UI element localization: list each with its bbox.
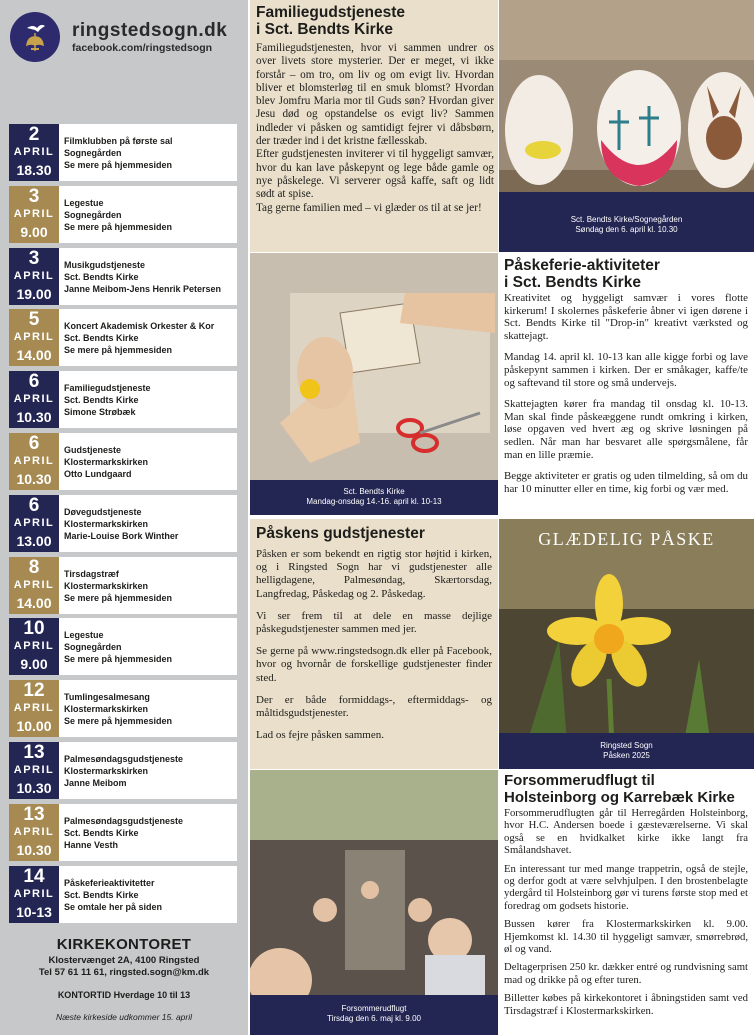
summer-trip-p4: Deltagerprisen 250 kr. dækker entré og rundvisning samt mad og drikke på og efter turen. <box>504 961 748 986</box>
event-info <box>64 320 234 356</box>
event-time: 10-13 <box>16 904 52 920</box>
easter-services-title: Påskens gudstjenester <box>256 525 425 542</box>
daffodil-photo-caption <box>499 733 754 769</box>
summer-trip-p1: Forsommerudflugten går til Herregården Holsteinborg, hvor H.C. Andersen boede i gæsteværelserne. Vi skal også se en hvidkalket kirke ikke langt fra Smålandshavet. <box>504 807 748 857</box>
event-item[interactable] <box>9 371 237 428</box>
bus-caption-line-2: Tirsdag den 6. maj kl. 9.00 <box>327 1014 421 1023</box>
event-info <box>64 135 234 171</box>
event-item[interactable] <box>9 866 237 923</box>
daffodil-photo <box>499 519 754 769</box>
summer-trip-p5: Billetter købes på kirkekontoret i åbningstiden samt ved Tirsdagstræf i Klostermarkskirken. <box>504 992 748 1017</box>
event-day: 5 <box>28 309 40 330</box>
event-item[interactable] <box>9 248 237 305</box>
easter-services-article <box>250 519 498 769</box>
happy-easter-banner: GLÆDELIG PÅSKE <box>538 529 715 549</box>
event-item[interactable] <box>9 186 237 243</box>
event-info <box>64 197 234 233</box>
event-details: Se mere på hjemmesiden <box>64 654 173 664</box>
craft-photo <box>250 253 498 515</box>
event-month: APRIL <box>13 270 55 282</box>
event-details: Se mere på hjemmesiden <box>64 345 173 355</box>
event-date-badge <box>9 371 59 428</box>
daffodil-caption-line-2: Påsken 2025 <box>603 751 650 760</box>
event-day: 8 <box>28 557 40 578</box>
event-title: Tirsdagstræf <box>64 569 119 579</box>
event-date-badge <box>9 804 59 861</box>
event-title: Palmesøndagsgudstjeneste <box>64 816 184 826</box>
easter-services-p3: Se gerne på www.ringstedsogn.dk eller på Facebook, hvor og hvornår de forskellige gudstjenester finder sted. <box>256 645 492 684</box>
event-month: APRIL <box>13 640 55 652</box>
event-details: Se omtale her på siden <box>64 902 163 912</box>
holiday-activities-p2: Mandag 14. april kl. 10-13 kan alle kigge forbi og lave påskepynt sammen i kirken. Der er småkager, kaffe/te og saftevand til store og små undervejs. <box>504 351 748 389</box>
event-time: 9.00 <box>20 224 48 240</box>
event-location: Sognegården <box>64 210 122 220</box>
event-month: APRIL <box>13 579 55 591</box>
event-day: 10 <box>23 618 45 639</box>
church-office <box>0 936 248 1022</box>
family-service-p1: Familiegudstjenesten, hvor vi sammen undrer os over livets store mysterier. Der er meget, vi ikke forstår – om tro, om liv og om evigt liv. Hvordan bliver et blomsterløg til en smuk blomst? Hvordan blev Jomfru Maria mor til Guds søn? Hvordan giver Jesu død og opstandelse os evigt liv? Sammen indleder vi påsken og samtidigt fejrer vi dåbsbørn, der træder ind i det kristne fællesskab. <box>256 42 494 148</box>
event-details: Se mere på hjemmesiden <box>64 222 173 232</box>
event-title: Koncert Akademisk Orkester & Kor <box>64 321 215 331</box>
event-location: Klostermarkskirken <box>64 581 149 591</box>
office-address: Klostervænget 2A, 4100 Ringsted <box>48 955 200 966</box>
event-date-badge <box>9 124 59 181</box>
event-item[interactable] <box>9 124 237 181</box>
event-time: 19.00 <box>16 286 52 302</box>
event-info <box>64 753 234 789</box>
event-month: APRIL <box>13 826 55 838</box>
event-info <box>64 691 234 727</box>
eggs-caption-line-1: Sct. Bendts Kirke/Sognegården <box>570 215 683 224</box>
event-title: Tumlingesalmesang <box>64 692 150 702</box>
daffodil-illustration <box>499 519 754 769</box>
office-hours: KONTORTID Hverdage 10 til 13 <box>57 990 191 1000</box>
family-service-title-1: Familiegudstjeneste <box>256 4 406 21</box>
event-details: Janne Meibom <box>64 778 127 788</box>
event-day: 6 <box>28 371 40 392</box>
event-location: Sct. Bendts Kirke <box>64 890 139 900</box>
event-info <box>64 506 234 542</box>
event-date-badge <box>9 680 59 737</box>
event-time: 14.00 <box>16 595 52 611</box>
summer-trip-title-2: Holsteinborg og Karrebæk Kirke <box>504 789 735 806</box>
craft-table-illustration <box>250 253 498 515</box>
event-month: APRIL <box>13 517 55 529</box>
event-month: APRIL <box>13 208 55 220</box>
holiday-activities-title-1: Påskeferie-aktiviteter <box>504 257 660 274</box>
easter-services-p2: Vi ser frem til at dele en masse dejlige påskegudstjenester sammen med jer. <box>256 609 492 636</box>
event-date-badge <box>9 618 59 675</box>
event-title: Familiegudstjeneste <box>64 383 151 393</box>
event-time: 18.30 <box>16 162 52 178</box>
event-month: APRIL <box>13 331 55 343</box>
event-location: Sct. Bendts Kirke <box>64 828 139 838</box>
event-details: Se mere på hjemmesiden <box>64 593 173 603</box>
event-item[interactable] <box>9 804 237 861</box>
next-issue-note: Næste kirkeside udkommer 15. april <box>55 1012 193 1022</box>
easter-services-p4: Der er både formiddags-, eftermiddags- og måltidsgudstjenester. <box>256 693 492 720</box>
office-contact[interactable]: Tel 57 61 11 61, ringsted.sogn@km.dk <box>38 967 210 978</box>
event-date-badge <box>9 309 59 366</box>
event-details: Otto Lundgaard <box>64 469 132 479</box>
event-details: Se mere på hjemmesiden <box>64 716 173 726</box>
craft-photo-caption <box>250 480 498 515</box>
easter-services-p5: Lad os fejre påsken sammen. <box>256 729 384 742</box>
event-month: APRIL <box>13 702 55 714</box>
event-item[interactable] <box>9 557 237 614</box>
event-info <box>64 259 234 295</box>
event-day: 6 <box>28 433 40 454</box>
event-location: Klostermarkskirken <box>64 704 149 714</box>
event-date-badge <box>9 742 59 799</box>
masthead <box>0 0 248 70</box>
family-service-article <box>250 0 498 252</box>
summer-trip-p3: Bussen kører fra Klostermarkskirken kl. 9.00. Hjemkomst kl. 14.30 til hyggeligt samvær, smørrebrød, øl og vand. <box>504 918 748 956</box>
craft-caption-line-2: Mandag-onsdag 14.-16. april kl. 10-13 <box>306 497 442 506</box>
eggs-photo-caption <box>499 192 754 252</box>
event-day: 3 <box>28 186 40 207</box>
event-location: Sct. Bendts Kirke <box>64 272 139 282</box>
parish-logo <box>10 12 60 62</box>
event-item[interactable] <box>9 742 237 799</box>
easter-services-p1: Påsken er som bekendt en rigtig stor højtid i kirken, og i Ringsted Sogn har vi gudstjenester alle helligdagene, Palmesøndag, Skærtorsdag, Langfredag, Påskedag og 2. Påskedag. <box>256 548 492 600</box>
event-time: 10.30 <box>16 780 52 796</box>
bus-trip-photo <box>250 770 498 1035</box>
event-month: APRIL <box>13 146 55 158</box>
event-details: Se mere på hjemmesiden <box>64 160 173 170</box>
event-info <box>64 444 234 480</box>
event-date-badge <box>9 433 59 490</box>
event-time: 10.00 <box>16 718 52 734</box>
event-day: 14 <box>23 866 45 887</box>
event-day: 13 <box>23 804 45 825</box>
event-location: Sct. Bendts Kirke <box>64 395 139 405</box>
event-title: Legestue <box>64 630 104 640</box>
event-day: 2 <box>28 124 40 145</box>
eggs-caption-line-2: Søndag den 6. april kl. 10.30 <box>575 225 678 234</box>
event-month: APRIL <box>13 764 55 776</box>
sidebar <box>0 0 248 1035</box>
event-location: Klostermarkskirken <box>64 457 149 467</box>
site-url[interactable]: ringstedsogn.dk <box>72 20 228 41</box>
craft-caption-line-1: Sct. Bendts Kirke <box>343 487 405 496</box>
event-title: Filmklubben på første sal <box>64 136 173 146</box>
event-title: Påskeferieaktivitetter <box>64 878 155 888</box>
event-day: 3 <box>28 248 40 269</box>
family-service-title-2: i Sct. Bendts Kirke <box>256 21 393 38</box>
event-details: Hanne Vesth <box>64 840 119 850</box>
office-title: KIRKEKONTORET <box>56 936 192 953</box>
event-item[interactable] <box>9 680 237 737</box>
event-time: 10.30 <box>16 471 52 487</box>
holiday-activities-p1: Kreativitet og hyggeligt samvær i vores flotte kirkerum! I skolernes påskeferie åbner vi igen dørene i Sct. Bendts Kirke til "Drop-in" kreativt værksted og skattejagt. <box>504 292 748 342</box>
event-time: 10.30 <box>16 842 52 858</box>
bus-caption-line-1: Forsommerudflugt <box>341 1004 407 1013</box>
event-item[interactable] <box>9 618 237 675</box>
event-title: Gudstjeneste <box>64 445 122 455</box>
event-info <box>64 815 234 851</box>
event-title: Legestue <box>64 198 104 208</box>
event-date-badge <box>9 557 59 614</box>
bus-photo-caption <box>250 995 498 1035</box>
event-day: 6 <box>28 495 40 516</box>
summer-trip-article <box>499 770 754 1035</box>
event-title: Palmesøndagsgudstjeneste <box>64 754 184 764</box>
event-time: 13.00 <box>16 533 52 549</box>
event-title: Musikgudstjeneste <box>64 260 146 270</box>
event-location: Klostermarkskirken <box>64 766 149 776</box>
event-location: Sct. Bendts Kirke <box>64 333 139 343</box>
holiday-activities-p3: Skattejagten kører fra mandag til onsdag kl. 10-13. Man skal finde påskeæggene rundt omkring i kirken, løse opgaven ved hvert æg og skrive løsningen på sedlen. Når man har besvaret alle spørgsmålene, får man en lille præmie. <box>504 398 748 461</box>
family-service-p3: Tag gerne familien med – vi glæder os til at se jer! <box>256 201 482 214</box>
holiday-activities-title-2: i Sct. Bendts Kirke <box>504 274 641 291</box>
daffodil-caption-line-1: Ringsted Sogn <box>600 741 653 750</box>
event-details: Simone Strøbæk <box>64 407 136 417</box>
event-info <box>64 877 234 913</box>
event-item[interactable] <box>9 495 237 552</box>
event-details: Marie-Louise Bork Winther <box>64 531 179 541</box>
event-date-badge <box>9 866 59 923</box>
dove-fleur-icon <box>13 15 57 59</box>
holiday-activities-p4: Begge aktiviteter er gratis og uden tilmelding, så om du har 10 minutter eller en time, kig forbi og vær med. <box>504 470 748 495</box>
event-info <box>64 568 234 604</box>
facebook-link[interactable]: facebook.com/ringstedsogn <box>72 42 213 54</box>
summer-trip-p2: En interessant tur med mange trappetrin, også de stejle, og derfor godt at være selvhjulpen. I den brostenbelagte ydergård til Holsteinborg gør vi turens første stop med et foredrag om godsets historie. <box>504 862 748 912</box>
family-service-p2: Efter gudstjenesten inviterer vi til hyggeligt samvær, hvor du kan lave påskepynt og lege både gamle og nye påskelege. Vi serverer også kaffe, saft og lidt sødt at spise. <box>256 148 494 201</box>
event-info <box>64 629 234 665</box>
event-location: Sognegården <box>64 148 122 158</box>
event-date-badge <box>9 186 59 243</box>
easter-eggs-photo <box>499 0 754 252</box>
event-time: 10.30 <box>16 409 52 425</box>
event-info <box>64 382 234 418</box>
event-location: Sognegården <box>64 642 122 652</box>
event-date-badge <box>9 495 59 552</box>
event-day: 13 <box>23 742 45 763</box>
event-time: 14.00 <box>16 347 52 363</box>
event-month: APRIL <box>13 393 55 405</box>
event-location: Klostermarkskirken <box>64 519 149 529</box>
event-details: Janne Meibom-Jens Henrik Petersen <box>64 284 222 294</box>
event-item[interactable] <box>9 309 237 366</box>
easter-holiday-activities-article <box>499 253 754 518</box>
event-day: 12 <box>23 680 45 701</box>
event-item[interactable] <box>9 433 237 490</box>
event-month: APRIL <box>13 455 55 467</box>
event-date-badge <box>9 248 59 305</box>
summer-trip-title-1: Forsommerudflugt til <box>504 772 655 789</box>
event-time: 9.00 <box>20 656 48 672</box>
event-title: Døvegudstjeneste <box>64 507 142 517</box>
event-month: APRIL <box>13 888 55 900</box>
